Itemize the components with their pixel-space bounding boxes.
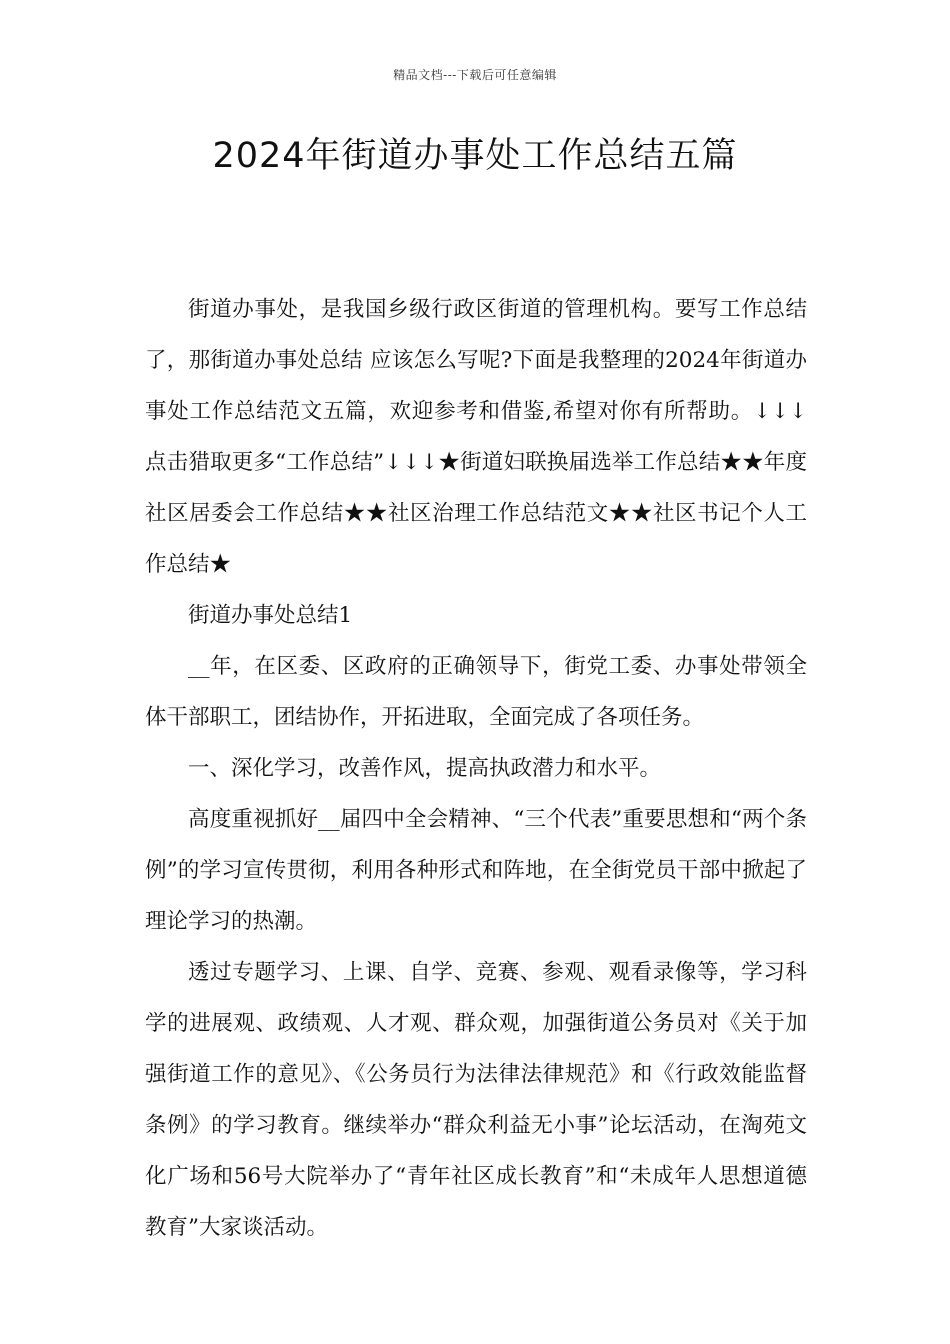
intro-paragraph: 街道办事处，是我国乡级行政区街道的管理机构。要写工作总结了，那街道办事处总结 应该怎么写呢?下面是我整理的2024年街道办事处工作总结范文五篇，欢迎参考和借鉴,希望对你有所帮助。↓↓↓点击猎取更多“工作总结”↓↓↓★街道妇联换届选举工作总结★★年度社区居委会工作总结★★社区治理工作总结范文★★社区书记个人工作总结★ — [145, 297, 807, 577]
section-heading: 街道办事处总结1 — [188, 603, 353, 628]
body-paragraph: 透过专题学习、上课、自学、竞赛、参观、观看录像等，学习科学的进展观、政绩观、人才观、群众观，加强街道公务员对《关于加强街道工作的意见》、《公务员行为法律法律规范》和《行政效能监督条例》的学习教育。继续举办“群众利益无小事”论坛活动，在淘苑文化广场和56号大院举办了“青年社区成长教育”和“未成年人思想道德教育”大家谈活动。 — [145, 960, 807, 1240]
document-title: 2024年街道办事处工作总结五篇 — [212, 136, 738, 176]
page-header: 精品文档---下载后可任意编辑 — [393, 68, 557, 82]
subsection-heading: 一、深化学习，改善作风，提高执政潜力和水平。 — [188, 756, 662, 781]
document-body — [145, 284, 807, 1253]
body-paragraph: __年，在区委、区政府的正确领导下，街党工委、办事处带领全体干部职工，团结协作，开拓进取，全面完成了各项任务。 — [145, 654, 807, 730]
body-paragraph: 高度重视抓好__届四中全会精神、“三个代表”重要思想和“两个条例”的学习宣传贯彻，利用各种形式和阵地，在全街党员干部中掀起了理论学习的热潮。 — [145, 807, 807, 934]
